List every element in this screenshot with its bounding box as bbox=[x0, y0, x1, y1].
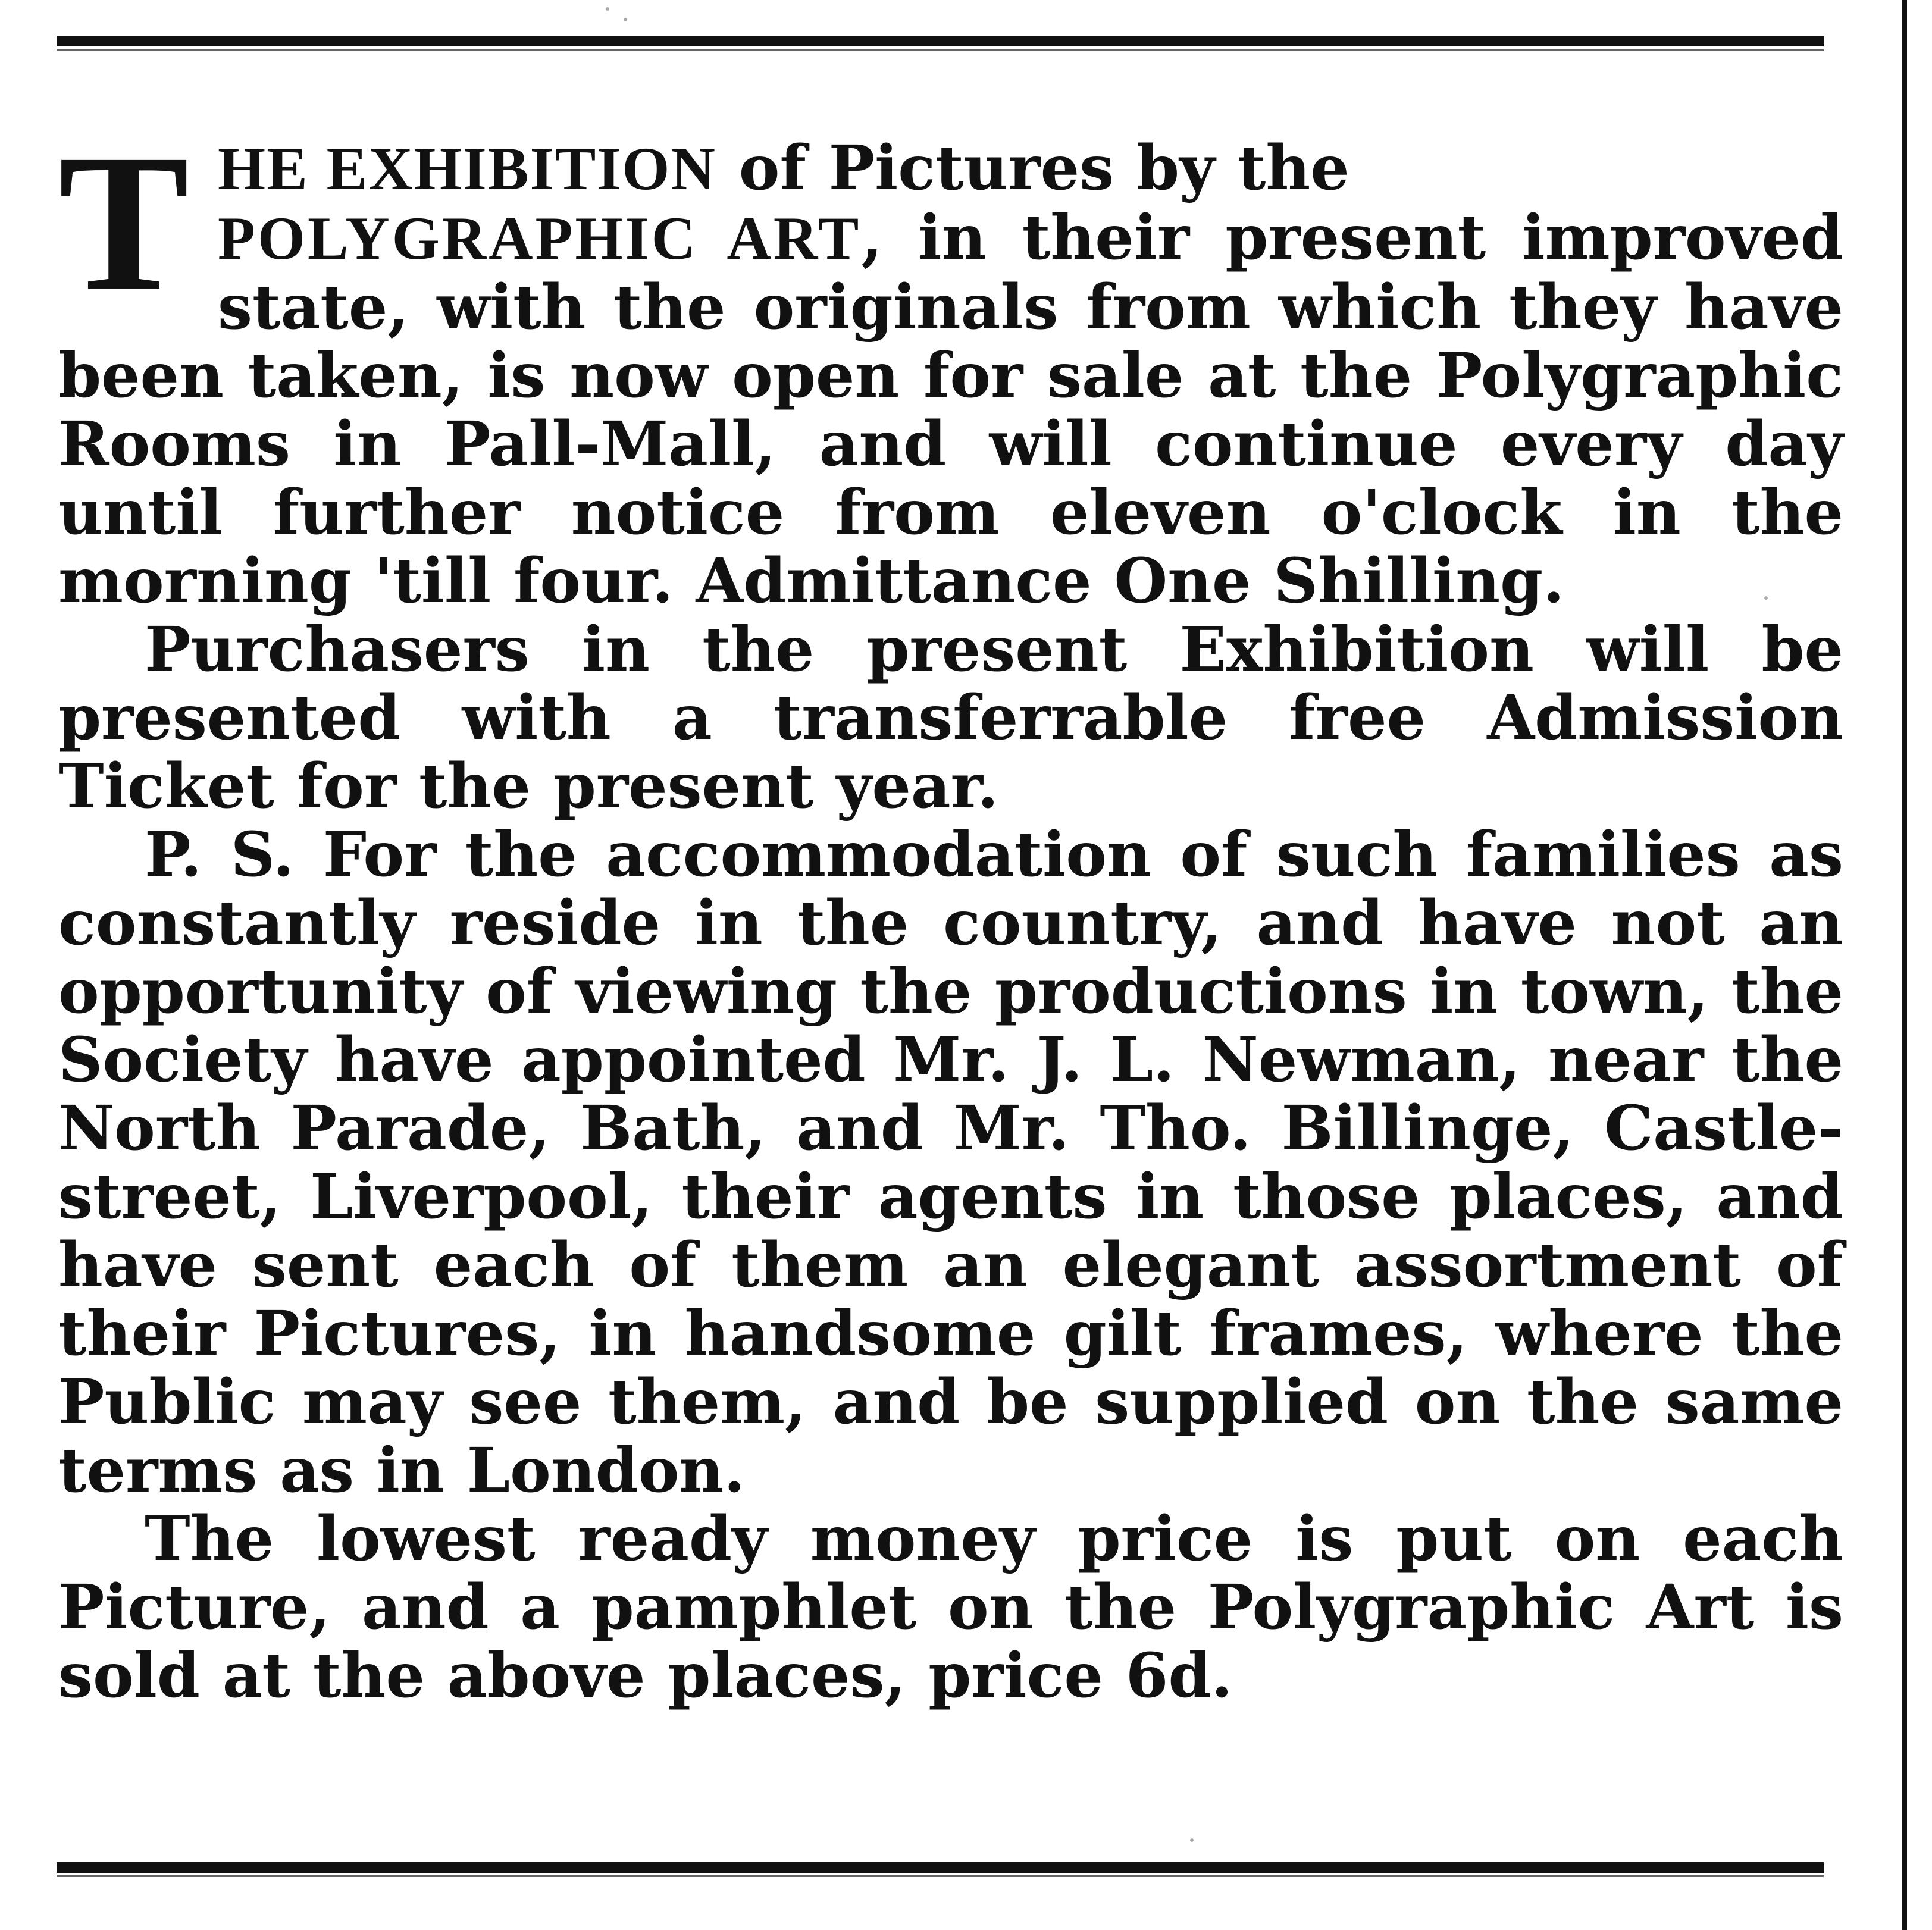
scan-speck bbox=[1190, 1838, 1194, 1842]
notice-paragraph-3: P. S. For the accommodation of such families as constantly reside in the country, and have not an opportunity of viewing the productions in town, the Society have appointed Mr. J. L. Newman, near the North Parade, Bath, and Mr. Tho. Billinge, Castle-street, Liverpool, their agents in those places, and have sent each of them an elegant assortment of their Pictures, in handsome gilt frames, where the Public may see them, and be supplied on the same terms as in London. bbox=[58, 819, 1843, 1506]
top-rule-shadow bbox=[57, 49, 1824, 51]
notice-title: HE EXHIBITION bbox=[218, 135, 716, 203]
drop-cap-letter: T bbox=[58, 114, 190, 331]
bottom-rule-shadow bbox=[57, 1875, 1824, 1877]
notice-paragraph-1 bbox=[58, 114, 1843, 617]
notice-paragraph-2: Purchasers in the present Exhibition will be presented with a transferrable free Admission Ticket for the present year. bbox=[58, 613, 1843, 822]
notice-paragraph-4: The lowest ready money price is put on each Picture, and a pamphlet on the Polygraphic Art is sold at the above places, price 6d. bbox=[58, 1503, 1843, 1712]
scan-speck bbox=[624, 18, 627, 21]
bottom-rule bbox=[57, 1862, 1824, 1873]
exhibition-notice bbox=[58, 114, 1843, 1712]
notice-paragraph-1-rest: , in their present improved state, with the originals from which they have been taken, is now open for sale at the Polygraphic Rooms in Pall-Mall, and will continue every day until further notice from eleven o'clock in the morning 'till four. Admittance One Shilling. bbox=[58, 202, 1843, 617]
notice-subtitle: POLYGRAPHIC ART bbox=[218, 205, 862, 272]
notice-title-rest: of Pictures by the bbox=[716, 132, 1349, 204]
column-rule bbox=[1902, 0, 1907, 1930]
scan-speck bbox=[606, 7, 609, 11]
top-rule bbox=[57, 36, 1824, 46]
